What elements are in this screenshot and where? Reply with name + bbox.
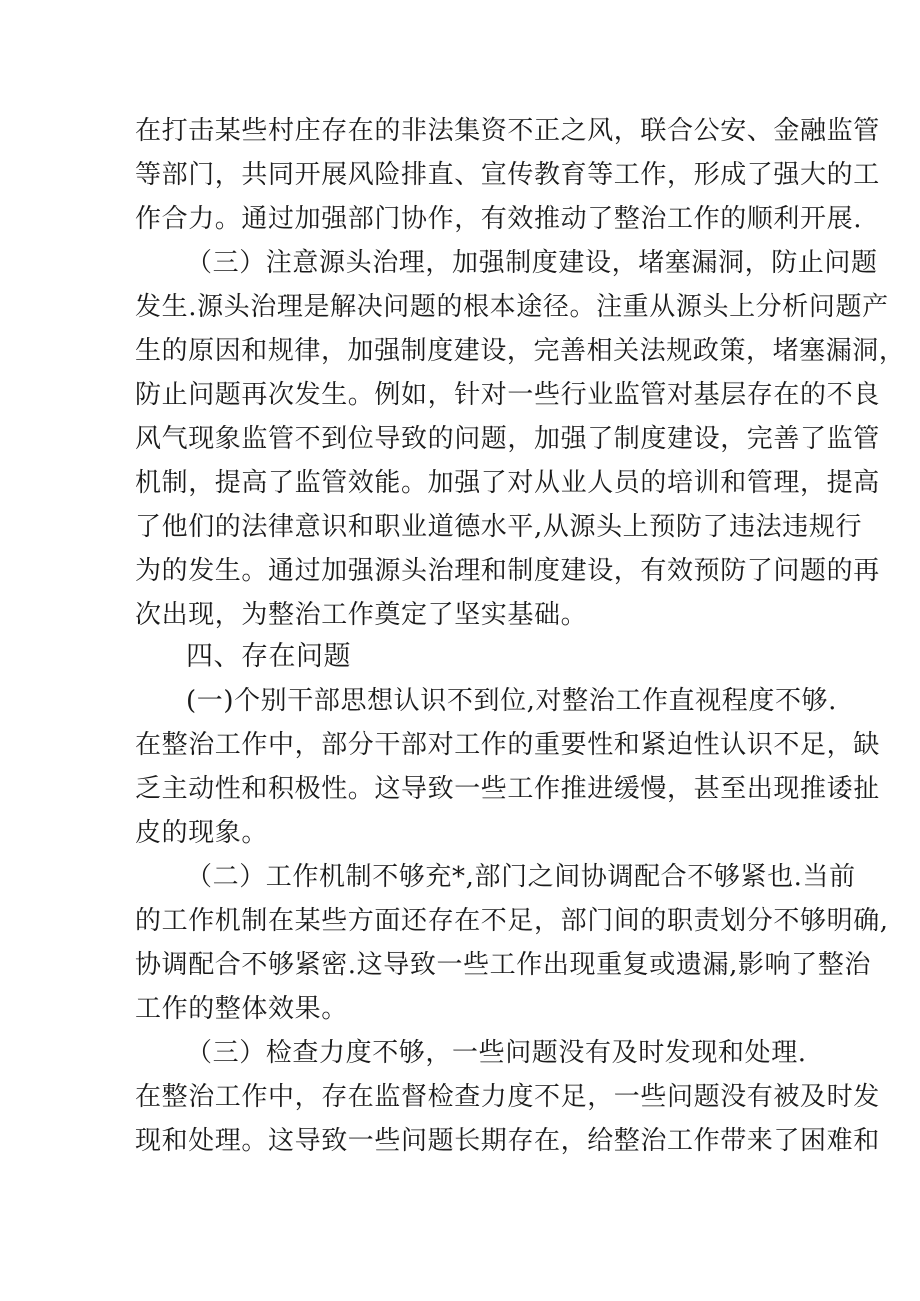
- paragraph-line: 发生.源头治理是解决问题的根本途径。注重从源头上分析问题产: [135, 292, 889, 322]
- paragraph-line: 等部门，共同开展风险排直、宣传教育等工作，形成了强大的工: [135, 160, 880, 190]
- paragraph-line: 的工作机制在某些方面还存在不足，部门间的职责划分不够明确,: [135, 906, 889, 936]
- paragraph-line: 在整治工作中，部分干部对工作的重要性和紧迫性认识不足，缺: [135, 730, 880, 760]
- paragraph-line: 在整治工作中，存在监督检查力度不足，一些问题没有被及时发: [135, 1082, 880, 1112]
- chapter-heading: 四、存在问题: [186, 641, 351, 672]
- section-heading-line: （三）注意源头治理，加强制度建设，堵塞漏洞，防止问题: [186, 248, 878, 278]
- paragraph-line: 生的原因和规律，加强制度建设，完善相关法规政策，堵塞漏洞，: [135, 336, 906, 366]
- paragraph-line: 协调配合不够紧密.这导致一些工作出现重复或遗漏,影响了整治: [135, 950, 871, 980]
- paragraph-line: 乏主动性和积极性。这导致一些工作推进缓慢，甚至出现推诿扯: [135, 774, 880, 804]
- paragraph-line: 次出现，为整治工作奠定了坚实基础。: [135, 600, 588, 630]
- paragraph-line: 作合力。通过加强部门协作，有效推动了整治工作的顺利开展.: [135, 204, 863, 234]
- paragraph-line: 机制，提高了监管效能。加强了对从业人员的培训和管理，提高: [135, 468, 880, 498]
- paragraph-line: 防止问题再次发生。例如，针对一些行业监管对基层存在的不良: [135, 380, 880, 410]
- paragraph-line: 了他们的法律意识和职业道德水平,从源头上预防了违法违规行: [135, 512, 863, 542]
- paragraph-line: 在打击某些村庄存在的非法集资不正之风，联合公安、金融监管: [135, 116, 880, 146]
- section-heading-line: (一)个别干部思想认识不到位,对整治工作直视程度不够.: [186, 686, 838, 716]
- paragraph-line: 风气现象监管不到位导致的问题，加强了制度建设，完善了监管: [135, 424, 880, 454]
- paragraph-line: 现和处理。这导致一些问题长期存在，给整治工作带来了困难和: [135, 1126, 880, 1156]
- paragraph-line: 皮的现象。: [135, 818, 269, 848]
- section-heading-line: （二）工作机制不够充*,部门之间协调配合不够紧也.当前: [186, 862, 856, 892]
- paragraph-line: 为的发生。通过加强源头治理和制度建设，有效预防了问题的再: [135, 556, 880, 586]
- section-heading-line: （三）检查力度不够，一些问题没有及时发现和处理.: [186, 1038, 807, 1068]
- paragraph-line: 工作的整体效果。: [135, 994, 348, 1024]
